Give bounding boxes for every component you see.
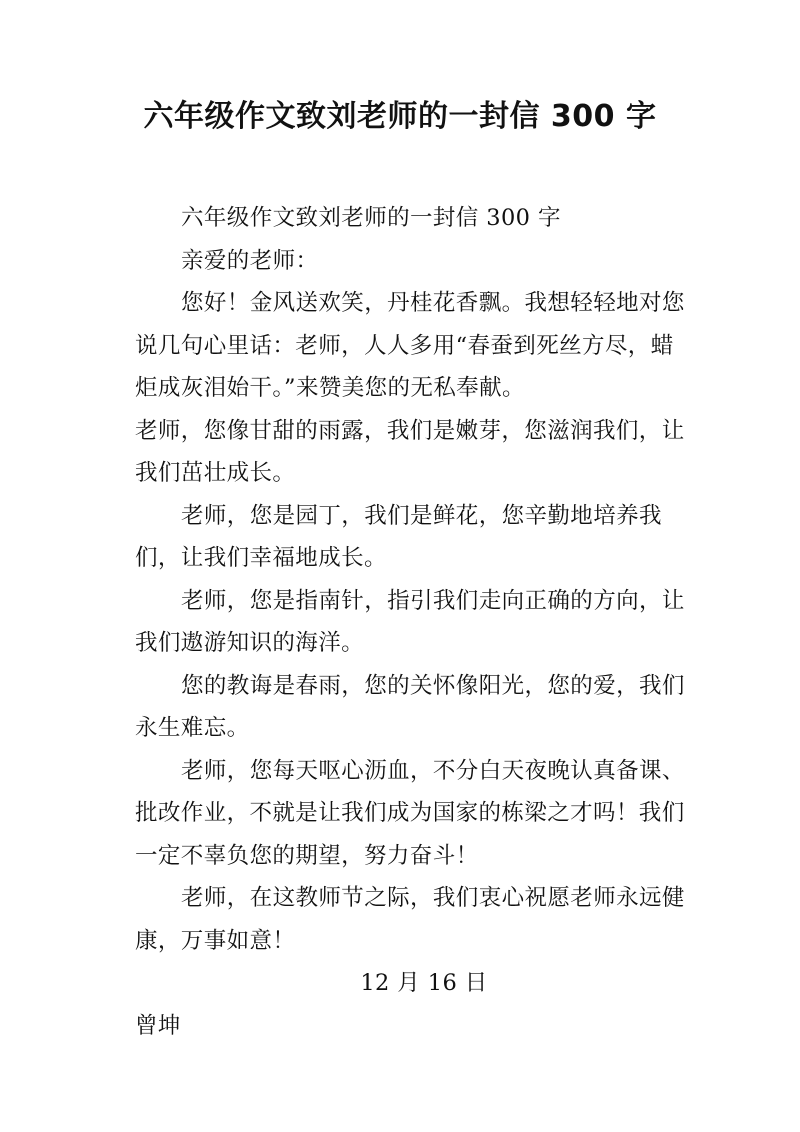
letter-paragraph: 您好！金风送欢笑，丹桂花香飘。我想轻轻地对您说几句心里话：老师，人人多用“春蚕到死丝方尽，蜡炬成灰泪始干。”来赞美您的无私奉献。 bbox=[135, 290, 685, 401]
letter-date: 12 月 16 日 bbox=[360, 970, 488, 996]
letter-body bbox=[135, 197, 685, 1047]
letter-subtitle: 六年级作文致刘老师的一封信 300 字 bbox=[181, 205, 561, 231]
document-title: 六年级作文致刘老师的一封信 300 字 bbox=[143, 99, 657, 134]
letter-paragraph: 您的教诲是春雨，您的关怀像阳光，您的爱，我们永生难忘。 bbox=[135, 672, 685, 741]
letter-greeting: 亲爱的老师： bbox=[181, 247, 319, 274]
letter-paragraph: 老师，您是园丁，我们是鲜花，您辛勤地培养我们，让我们幸福地成长。 bbox=[135, 502, 662, 571]
letter-signature: 曾坤 bbox=[135, 1012, 181, 1039]
letter-paragraph: 老师，在这教师节之际，我们衷心祝愿老师永远健康，万事如意！ bbox=[135, 885, 685, 954]
letter-paragraph: 老师，您是指南针，指引我们走向正确的方向，让我们遨游知识的海洋。 bbox=[135, 587, 685, 656]
letter-paragraph: 老师，您每天呕心沥血，不分白天夜晚认真备课、批改作业，不就是让我们成为国家的栋梁之才吗！我们一定不辜负您的期望，努力奋斗！ bbox=[135, 757, 685, 869]
letter-paragraph: 老师，您像甘甜的雨露，我们是嫩芽，您滋润我们，让我们茁壮成长。 bbox=[135, 417, 685, 486]
